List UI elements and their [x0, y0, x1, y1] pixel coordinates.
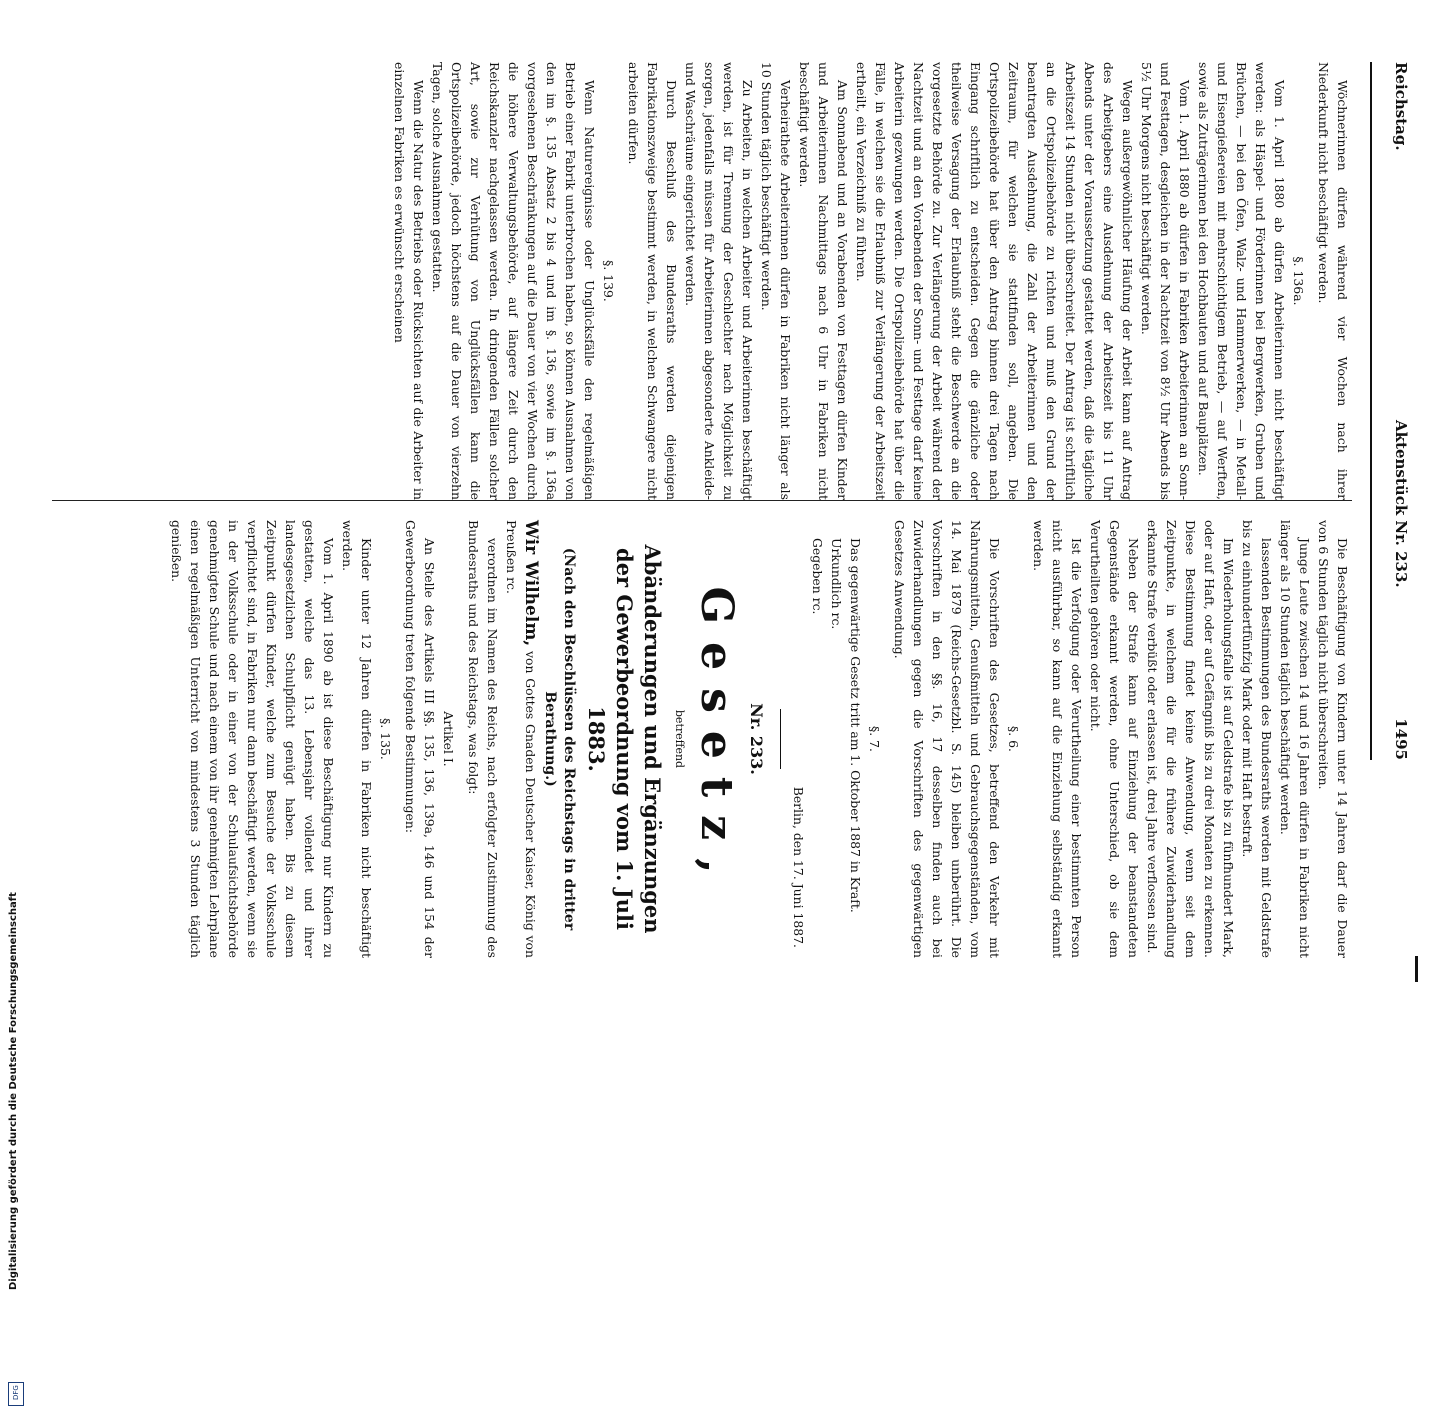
paragraph: Ist die Verfolgung oder Verurtheilung einer bestimmten Person nicht ausführbar, so kann auf die Einziehung selbständig erkannt werden.: [1031, 520, 1084, 958]
paragraph: Wegen außergewöhnlicher Häufung der Arbeit kann auf Antrag des Arbeitgebers eine Ausdehnung der Arbeitszeit bis 11 Uhr Abends unter der Voraussetzung gestattet werden, daß die tägliche Arbeitszeit 14 Stunden nicht überschreitet. Der Antrag ist schriftlich an die Ortspolizeibehörde zu richten und muß den Grund der beantragten Ausdehnung, die Zahl der Arbeiterinnen und den Zeitraum, für welchen sie stattfinden soll, angeben. Die Ortspolizeibehörde hat über den Antrag binnen drei Tagen nach Eingang schriftlich zu entscheiden. Gegen die gänzliche oder theilweise Versagung der Erlaubniß steht die Beschwerde an die vorgesetzte Behörde zu. Zur Verlängerung der Arbeit während der Nachtzeit und an den Vorabenden der Sonn- und Festtage darf keine Arbeiterin gezwungen werden. Die Ortspolizeibehörde hat über die Fälle, in welchen sie die Erlaubniß zur Verlängerung der Arbeitszeit ertheilt, ein Verzeichniß zu führen.: [854, 62, 1135, 500]
paragraph: Durch Beschluß des Bundesraths werden diejenigen Fabrikationszweige bestimmt werden, in welchen Schwangere nicht arbeiten dürfen.: [626, 62, 679, 500]
article-heading: Artikel I.: [441, 711, 456, 767]
section-heading: §. 7.: [867, 726, 882, 752]
paragraph: Neben der Strafe kann auf Einziehung der beanstandeten Gegenstände erkannt werden, ohne Unterschied, ob sie dem Verurtheilten gehören oder nicht.: [1088, 520, 1141, 958]
paragraph: Die Vorschriften des Gesetzes, betreffend den Verkehr mit Nahrungsmitteln, Genußmitteln und Gebrauchsgegenständen, vom 14. Mai 1879 (Reichs-Gesetzbl. S. 145) bleiben unberührt. Die Vorschriften in den §§. 16, 17 desselben finden auch bei Zuwiderhandlungen gegen die Vorschriften des gegenwärtigen Gesetzes Anwendung.: [892, 520, 1002, 958]
section-heading: §. 135.: [378, 718, 393, 760]
left-column: [390, 62, 1352, 500]
paragraph: An Stelle des Artikels III §§. 135, 136, 139a, 146 und 154 der Gewerbeordnung treten folgende Bestimmungen:: [403, 520, 437, 958]
section-heading: §. 136a.: [1291, 256, 1306, 306]
logo-text: DFG: [12, 1385, 20, 1400]
law-betreffend: betreffend: [673, 709, 686, 769]
paragraph: lassenden Bestimmungen des Bundesraths werden mit Geldstrafe bis zu einhundertfünfzig Mark oder mit Haft bestraft.: [1240, 520, 1274, 958]
right-column: [167, 520, 1352, 958]
header-left: Reichstag.: [1392, 62, 1410, 151]
paragraph: Kinder unter 12 Jahren dürfen in Fabriken nicht beschäftigt werden.: [340, 520, 374, 958]
enactment-formula: [502, 520, 540, 958]
paragraph: Im Wiederholungsfalle ist auf Geldstrafe bis zu fünfhundert Mark, oder auf Haft, oder auf Gefängniß bis zu drei Monaten zu erkennen. Diese Bestimmung findet keine Anwendung, wenn seit dem Zeitpunkte, in welchem die für die frühere Zuwiderhandlung erkannte Strafe verbüßt oder erlassen ist, drei Jahre verflossen sind.: [1145, 520, 1236, 958]
credit-text: Digitalisierung gefördert durch die Deutsche Forschungsgemeinschaft: [8, 892, 19, 1290]
paragraph: Die Beschäftigung von Kindern unter 14 Jahren darf die Dauer von 6 Stunden täglich nicht überschreiten.: [1316, 520, 1350, 958]
section-heading: §. 139.: [601, 260, 616, 302]
section-heading: §. 6.: [1006, 726, 1021, 752]
law-resolution-note: (Nach den Beschlüssen des Reichstags in dritter Berathung.): [542, 547, 577, 931]
dfg-logo-icon: [8, 1382, 24, 1406]
paragraph: Verheirathete Arbeiterinnen dürfen in Fabriken nicht länger als 10 Stunden täglich beschäftigt werden.: [759, 62, 793, 500]
paragraph: Vom 1. April 1880 ab dürfen in Fabriken Arbeiterinnen an Sonn- und Festtagen, desgleichen in der Nachtzeit von 8½ Uhr Abends bis 5½ Uhr Morgens nicht beschäftigt werden.: [1139, 62, 1192, 500]
column-divider: [52, 500, 1352, 501]
header-document-number: Aktenstück Nr. 233.: [1392, 420, 1410, 588]
paragraph: Junge Leute zwischen 14 und 16 Jahren dürfen in Fabriken nicht länger als 10 Stunden täglich beschäftigt werden.: [1278, 520, 1312, 958]
paragraph: Wenn die Natur des Betriebs oder Rücksichten auf die Arbeiter in einzelnen Fabriken es erwünscht erscheinen: [392, 62, 426, 500]
header-rule: [1370, 62, 1372, 760]
paragraph: Vom 1. April 1890 ab ist diese Beschäftigung nur Kindern zu gestatten, welche das 13. Lebensjahr vollendet und ihrer landesgesetzlichen Schulpflicht genügt haben. Bis zu diesem Zeitpunkt dürfen Kinder, welche zum Besuche der Volksschule verpflichtet sind, in Fabriken nur dann beschäftigt werden, wenn sie in der Volksschule oder in einer von der Schulaufsichtsbehörde genehmigten Schule und nach einem von ihr genehmigten Lehrplane einen regelmäßigen Unterricht von mindestens 3 Stunden täglich genießen.: [169, 520, 336, 958]
emperor-name: Wir Wilhelm,: [521, 520, 541, 647]
law-title: Abänderungen und Ergänzungen der Gewerbeordnung vom 1. Juli 1883.: [584, 544, 665, 934]
paragraph: Urkundlich rc.: [829, 538, 844, 630]
crop-mark: [1415, 956, 1418, 982]
paragraph: Wenn Naturereignisse oder Unglücksfälle den regelmäßigen Betrieb einer Fabrik unterbrochen haben, so können Ausnahmen von den im §. 135 Absatz 2 bis 4 und im §. 136, sowie im §. 136a vorgesehenen Beschränkungen auf die Dauer von vier Wochen durch die höhere Verwaltungsbehörde, auf längere Zeit durch den Reichskanzler nachgelassen werden. In dringenden Fällen solcher Art, sowie zur Verhütung von Unglücksfällen kann die Ortspolizeibehörde, jedoch höchstens auf die Dauer von vierzehn Tagen, solche Ausnahmen gestatten.: [430, 62, 597, 500]
emperor-title: von Gottes Gnaden Deutscher Kaiser, König von Preußen rc.: [504, 520, 538, 958]
law-heading: Gesetz,: [691, 586, 742, 892]
dateline: Berlin, den 17. Juni 1887.: [791, 786, 806, 948]
page-number: 1495: [1392, 718, 1410, 760]
paragraph: Zu Arbeiten, in welchen Arbeiter und Arbeiterinnen beschäftigt werden, ist für Trennung der Geschlechter nach Möglichkeit zu sorgen, jedenfalls müssen für Arbeiterinnen abgesonderte Ankleide- und Waschräume eingerichtet werden.: [683, 62, 755, 500]
paragraph: Das gegenwärtige Gesetz tritt am 1. Oktober 1887 in Kraft.: [848, 538, 863, 913]
separator-rule: [780, 709, 781, 769]
paragraph: verordnen im Namen des Reichs, nach erfolgter Zustimmung des Bundesraths und des Reichstags, was folgt:: [466, 520, 500, 958]
paragraph: Am Sonnabend und an Vorabenden von Festtagen dürfen Kinder und Arbeiterinnen Nachmittags nach 6 Uhr in Fabriken nicht beschäftigt werden.: [797, 62, 850, 500]
law-number: Nr. 233.: [747, 703, 766, 775]
page-header: [1366, 0, 1410, 1000]
paragraph: Gegeben rc.: [810, 538, 825, 615]
paragraph: Vom 1. April 1880 ab dürfen Arbeiterinnen nicht beschäftigt werden: als Häspel- und Förderinnen bei Bergwerken, Gruben und Brüchen, — bei den Öfen, Walz- und Hammerwerken, — in Metall- und Eisengießereien mit mehrschichtigem Betrieb, — auf Werften, sowie als Zuträgerinnen bei den Hochbauten und auf Bauplätzen.: [1196, 62, 1287, 500]
paragraph: Wöchnerinnen dürfen während vier Wochen nach ihrer Niederkunft nicht beschäftigt werden.: [1316, 62, 1350, 500]
